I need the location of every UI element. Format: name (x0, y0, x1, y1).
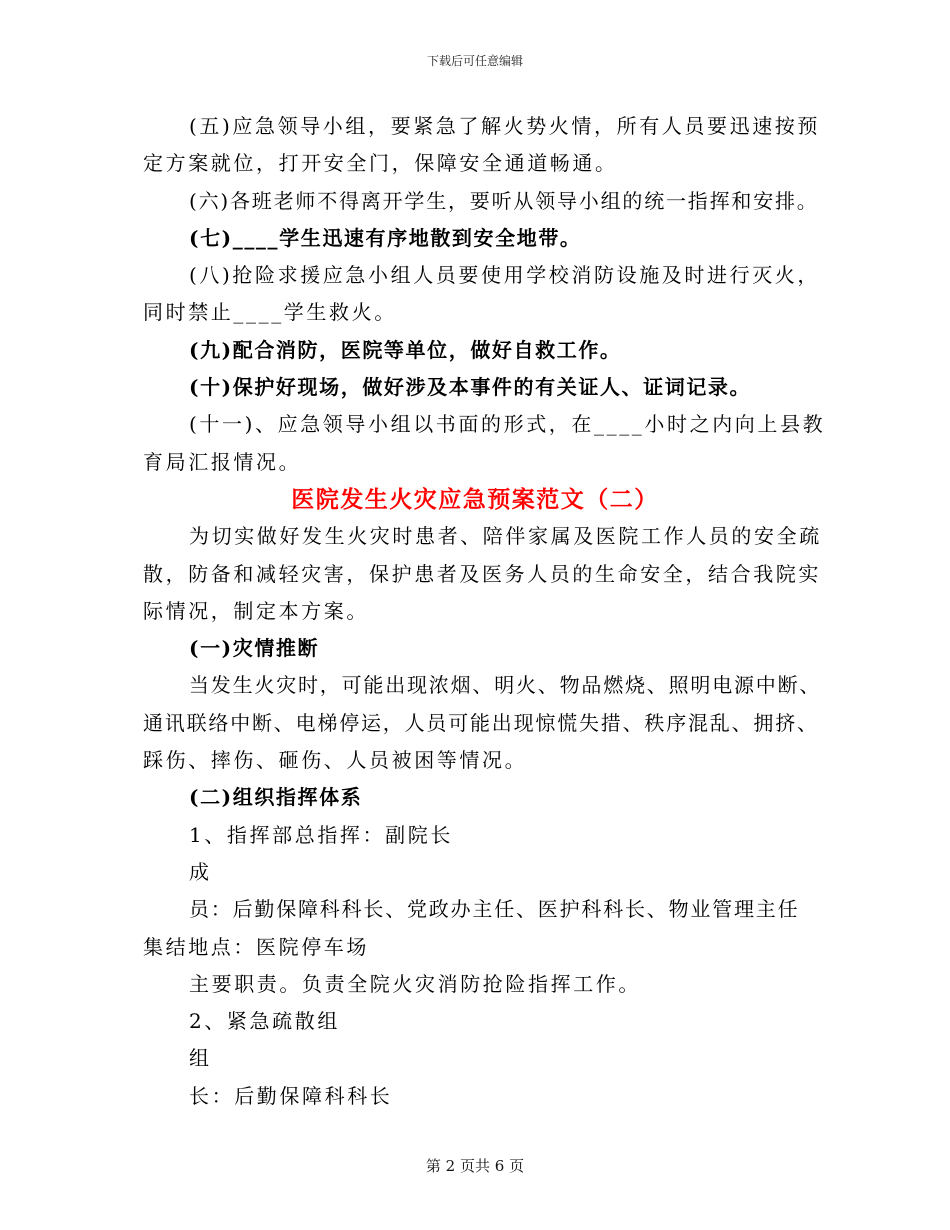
paragraph-line: 定方案就位，打开安全门，保障安全通道畅通。 (143, 151, 618, 176)
paragraph-line: 当发生火灾时，可能出现浓烟、明火、物品燃烧、照明电源中断、 (189, 673, 822, 698)
paragraph-line: 长：后勤保障科科长 (189, 1083, 393, 1108)
subsection-heading: (二)组织指挥体系 (189, 785, 363, 810)
paragraph-line: 散，防备和减轻灾害，保护患者及医务人员的生命安全，结合我院实 (143, 561, 821, 586)
bold-paragraph-line: (七)____学生迅速有序地散到安全地带。 (189, 225, 582, 250)
paragraph-line: 组 (189, 1046, 212, 1071)
paragraph-line: 际情况，制定本方案。 (143, 598, 369, 623)
section-title: 医院发生火灾应急预案范文（二） (291, 485, 659, 513)
paragraph-line: 同时禁止____学生救火。 (143, 300, 397, 325)
paragraph-line: 主要职责。负责全院火灾消防抢险指挥工作。 (189, 971, 641, 996)
paragraph-line: 1、指挥部总指挥：副院长 (189, 822, 453, 847)
paragraph-line: (十一)、应急领导小组以书面的形式，在____小时之内向上县教 (189, 412, 826, 437)
paragraph-line: 踩伤、摔伤、砸伤、人员被困等情况。 (143, 748, 528, 773)
paragraph-line: 员：后勤保障科科长、党政办主任、医护科科长、物业管理主任 (189, 897, 800, 922)
paragraph-line: 2、紧急疏散组 (189, 1009, 340, 1034)
document-body (143, 108, 826, 1115)
paragraph-line: 成 (189, 859, 212, 884)
paragraph-line: 集结地点：医院停车场 (143, 934, 369, 959)
paragraph-line: (六)各班老师不得离开学生，要听从领导小组的统一指挥和安排。 (189, 188, 819, 213)
page-header: 下载后可任意编辑 (426, 54, 523, 68)
page-footer: 第 2 页共 6 页 (425, 1157, 525, 1175)
paragraph-line: 育局汇报情况。 (143, 449, 302, 474)
bold-paragraph-line: (九)配合消防，医院等单位，做好自救工作。 (189, 337, 622, 362)
paragraph-line: 通讯联络中断、电梯停运，人员可能出现惊慌失措、秩序混乱、拥挤、 (143, 710, 819, 735)
bold-paragraph-line: (十)保护好现场，做好涉及本事件的有关证人、证词记录。 (189, 375, 752, 400)
subsection-heading: (一)灾情推断 (189, 636, 320, 661)
paragraph-line: (八)抢险求援应急小组人员要使用学校消防设施及时进行灭火， (189, 263, 821, 288)
paragraph-line: 为切实做好发生火灾时患者、陪伴家属及医院工作人员的安全疏 (189, 524, 822, 549)
paragraph-line: (五)应急领导小组，要紧急了解火势火情，所有人员要迅速按预 (189, 114, 821, 138)
